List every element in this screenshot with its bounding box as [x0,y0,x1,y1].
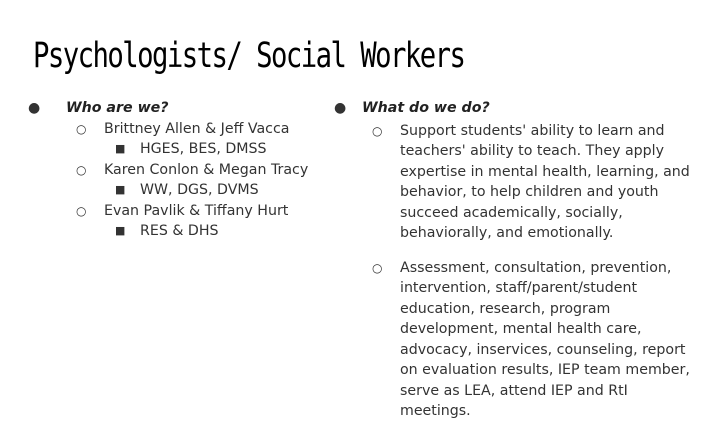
what-do-we-do-column [334,98,698,422]
team-names: Evan Pavlik & Tiffany Hurt [104,202,289,219]
team-schools-row [30,180,330,201]
bullet-icon: ● [28,100,41,116]
duties-paragraph [338,258,698,422]
role-paragraph [338,121,698,244]
slide-title: Psychologists/ Social Workers [33,36,465,76]
what-do-we-do-heading: What do we do? [362,100,490,116]
circle-bullet-icon: ○ [76,121,87,136]
team-schools-row [30,221,330,242]
what-do-we-do-heading-row [334,98,698,119]
circle-bullet-icon: ○ [372,260,383,275]
bullet-icon: ● [334,100,347,116]
circle-bullet-icon: ○ [76,203,87,218]
who-are-we-heading-row [30,98,330,119]
team-names-row [30,201,330,222]
who-are-we-column [30,98,330,242]
who-are-we-heading: Who are we? [66,100,169,116]
team-schools: WW, DGS, DVMS [140,182,259,198]
circle-bullet-icon: ○ [372,123,383,138]
square-bullet-icon: ■ [115,183,126,196]
duties-description: Assessment, consultation, prevention, intervention, staff/parent/student education, research, program development, mental health care, advocacy, inservices, counseling, report on evaluation results, IEP team member, serve as LEA, attend IEP and RtI meetings. [400,259,690,419]
role-description: Support students' ability to learn and teachers' ability to teach. They apply expertise in mental health, learning, and behavior, to help children and youth succeed academically, socially, behaviorally, and emotionally. [400,122,690,241]
team-schools-row [30,139,330,160]
team-schools: RES & DHS [140,223,219,239]
team-names-row [30,160,330,181]
square-bullet-icon: ■ [115,224,126,237]
square-bullet-icon: ■ [115,142,126,155]
circle-bullet-icon: ○ [76,162,87,177]
team-names: Brittney Allen & Jeff Vacca [104,120,290,137]
team-schools: HGES, BES, DMSS [140,141,267,157]
team-names-row [30,119,330,140]
team-names: Karen Conlon & Megan Tracy [104,161,309,178]
